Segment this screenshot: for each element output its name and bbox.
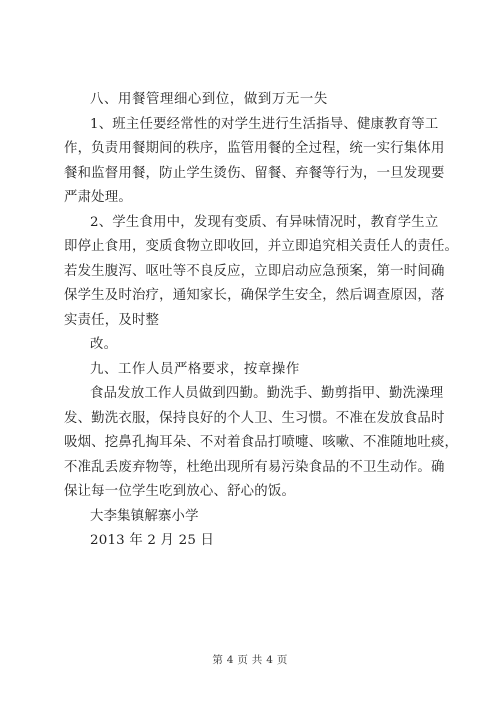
section-8-paragraph-2 [64, 211, 459, 358]
paragraph-line: 作，负责用餐期间的秩序，监管用餐的全过程，统一实行集体用 [64, 141, 445, 156]
paragraph-line: 不准乱丢废弃物等，杜绝出现所有易污染食品的不卫生动作。确 [64, 459, 445, 475]
section-8-paragraph-1 [64, 113, 445, 211]
section-8-heading: 八、用餐管理细心到位，做到万无一失 [90, 92, 328, 107]
section-9-heading: 九、工作人员严格要求，按章操作 [90, 361, 300, 377]
signature-school: 大李集镇解寨小学 [90, 508, 199, 524]
paragraph-line: 食品发放工作人员做到四勤。勤洗手、勤剪指甲、勤洗澡理 [90, 386, 444, 401]
paragraph-line: 2、学生食用中，发现有变质、有异味情况时，教育学生立 [90, 214, 439, 230]
document-body [64, 88, 459, 554]
paragraph-line: 若发生腹泻、呕吐等不良反应，立即启动应急预案，第一时间确 [64, 263, 445, 279]
paragraph-line: 严肃处理。 [64, 190, 132, 205]
section-9-paragraph [64, 382, 459, 505]
paragraph-line: 即停止食用，变质食物立即收回，并立即追究相关责任人的责任。 [64, 239, 459, 254]
paragraph-line: 改。 [90, 337, 118, 352]
paragraph-line: 保学生及时治疗，通知家长，确保学生安全，然后调查原因，落 [64, 288, 445, 303]
paragraph-line: 吸烟、挖鼻孔掏耳朵、不对着食品打喷嚏、咳嗽、不准随地吐痰， [64, 435, 459, 450]
paragraph-line: 餐和监督用餐，防止学生烫伤、留餐、弃餐等行为，一旦发现要 [64, 165, 445, 181]
paragraph-line: 保让每一位学生吃到放心、舒心的饭。 [64, 484, 296, 499]
paragraph-line: 发、勤洗衣服，保持良好的个人卫、生习惯。不准在发放食品时 [64, 410, 445, 426]
signature-date: 2013 年 2 月 25 日 [90, 533, 215, 548]
paragraph-line: 实责任，及时整 [64, 312, 160, 328]
paragraph-line: 1、班主任要经常性的对学生进行生活指导、健康教育等工 [90, 116, 439, 132]
page-number-footer: 第 4 页 共 4 页 [212, 654, 288, 666]
